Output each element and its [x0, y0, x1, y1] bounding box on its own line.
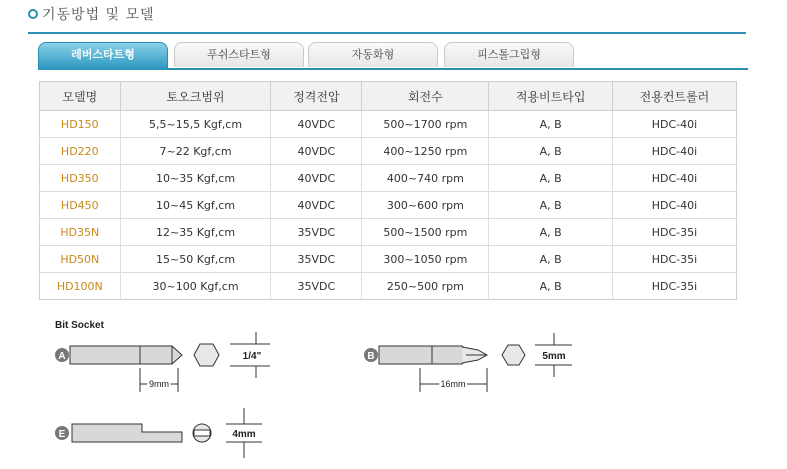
cell-torque: 7~22 Kgf,cm: [120, 138, 271, 165]
cell-torque: 10~45 Kgf,cm: [120, 192, 271, 219]
cell-torque: 12~35 Kgf,cm: [120, 219, 271, 246]
cell-voltage: 40VDC: [271, 138, 362, 165]
hex-b-icon: [502, 345, 525, 365]
cell-torque: 30~100 Kgf,cm: [120, 273, 271, 300]
cell-controller: HDC-40i: [612, 138, 736, 165]
tab-lever-start[interactable]: 레버스타트형: [38, 42, 168, 69]
cell-rpm: 400~740 rpm: [362, 165, 489, 192]
cell-bit-type: A, B: [489, 111, 612, 138]
header-controller: 전용컨트롤러: [612, 82, 736, 111]
cell-bit-type: A, B: [489, 246, 612, 273]
cell-controller: HDC-35i: [612, 219, 736, 246]
cell-voltage: 35VDC: [271, 219, 362, 246]
header-bit-type: 적용비트타입: [489, 82, 612, 111]
bit-socket-title: Bit Socket: [55, 320, 104, 331]
cell-controller: HDC-40i: [612, 165, 736, 192]
cell-rpm: 300~1050 rpm: [362, 246, 489, 273]
cell-model: HD50N: [40, 246, 121, 273]
header-rpm: 회전수: [362, 82, 489, 111]
tab-push-start[interactable]: 푸쉬스타트형: [174, 42, 304, 67]
cell-controller: HDC-40i: [612, 192, 736, 219]
cell-bit-type: A, B: [489, 138, 612, 165]
badge-a-letter: A: [58, 351, 66, 362]
cell-bit-type: A, B: [489, 219, 612, 246]
bit-e-diagram: [55, 408, 262, 458]
cell-rpm: 300~600 rpm: [362, 192, 489, 219]
cell-torque: 10~35 Kgf,cm: [120, 165, 271, 192]
tab-pistol-grip[interactable]: 피스톨그립형: [444, 42, 574, 67]
hex-a-icon: [194, 344, 219, 366]
cell-model: HD350: [40, 165, 121, 192]
cell-controller: HDC-35i: [612, 273, 736, 300]
dim-a-length: 9mm: [149, 379, 169, 389]
dim-e-hex: 4mm: [232, 429, 256, 440]
bit-a-diagram: [55, 332, 270, 392]
cell-bit-type: A, B: [489, 165, 612, 192]
cell-controller: HDC-35i: [612, 246, 736, 273]
cell-model: HD35N: [40, 219, 121, 246]
cell-rpm: 250~500 rpm: [362, 273, 489, 300]
header-model: 모델명: [40, 82, 121, 111]
dim-b-hex: 5mm: [542, 351, 566, 362]
cell-controller: HDC-40i: [612, 111, 736, 138]
tab-automation[interactable]: 자동화형: [308, 42, 438, 67]
dim-b-length: 16mm: [440, 379, 466, 389]
cell-model: HD150: [40, 111, 121, 138]
cell-rpm: 400~1250 rpm: [362, 138, 489, 165]
cell-model: HD450: [40, 192, 121, 219]
cell-voltage: 35VDC: [271, 246, 362, 273]
cell-rpm: 500~1700 rpm: [362, 111, 489, 138]
cell-voltage: 40VDC: [271, 192, 362, 219]
page-title: 기동방법 및 모델: [42, 7, 155, 23]
cell-torque: 5,5~15,5 Kgf,cm: [120, 111, 271, 138]
bit-b-diagram: [364, 333, 572, 392]
cell-voltage: 40VDC: [271, 111, 362, 138]
cell-torque: 15~50 Kgf,cm: [120, 246, 271, 273]
dim-a-hex: 1/4": [242, 351, 262, 362]
cell-bit-type: A, B: [489, 273, 612, 300]
cell-model: HD220: [40, 138, 121, 165]
header-torque: 토오크범위: [120, 82, 271, 111]
cell-bit-type: A, B: [489, 192, 612, 219]
cell-model: HD100N: [40, 273, 121, 300]
cell-voltage: 40VDC: [271, 165, 362, 192]
badge-e-letter: E: [58, 429, 66, 440]
cell-voltage: 35VDC: [271, 273, 362, 300]
header-voltage: 정격전압: [271, 82, 362, 111]
cell-rpm: 500~1500 rpm: [362, 219, 489, 246]
badge-b-letter: B: [367, 351, 375, 362]
